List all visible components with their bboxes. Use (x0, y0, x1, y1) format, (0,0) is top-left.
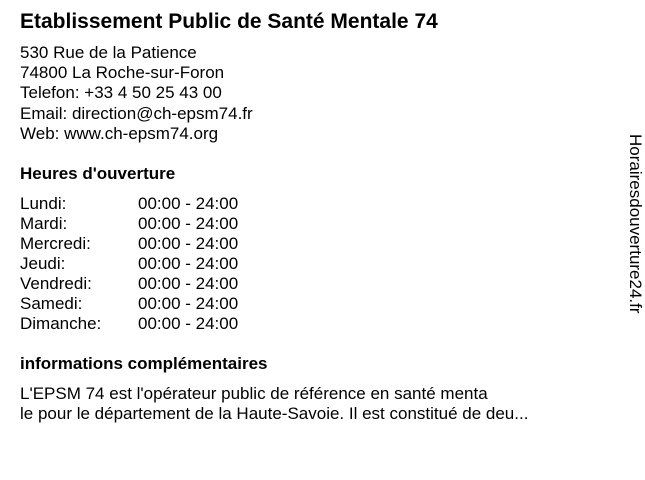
brand-watermark[interactable]: Horairesdouverture24.fr (626, 134, 645, 314)
website-link[interactable]: Web: www.ch-epsm74.org (20, 123, 219, 143)
hours-heading: Heures d'ouverture (20, 164, 176, 183)
address-block (20, 43, 253, 144)
time-range: 00:00 - 24:00 (138, 214, 239, 233)
time-range: 00:00 - 24:00 (138, 274, 239, 293)
info-line-2: le pour le département de la Haute-Savoie. Il est constitué de deu... (20, 404, 529, 423)
day-label: Mercredi: (20, 234, 91, 253)
day-label: Mardi: (20, 214, 68, 233)
day-label: Vendredi: (20, 274, 92, 293)
info-line-1: L'EPSM 74 est l'opérateur public de référence en santé menta (20, 384, 488, 403)
day-label: Samedi: (20, 294, 83, 313)
page-title: Etablissement Public de Santé Mentale 74 (20, 10, 438, 33)
email-address[interactable]: Email: direction@ch-epsm74.fr (20, 103, 253, 123)
time-range: 00:00 - 24:00 (138, 194, 239, 213)
day-label: Lundi: (20, 194, 67, 213)
hours-row-wednesday (20, 234, 238, 254)
time-range: 00:00 - 24:00 (138, 314, 239, 333)
info-text (20, 384, 620, 424)
hours-row-saturday (20, 294, 238, 314)
time-range: 00:00 - 24:00 (138, 254, 239, 273)
hours-row-tuesday (20, 214, 238, 234)
hours-row-sunday (20, 314, 238, 334)
time-range: 00:00 - 24:00 (138, 234, 239, 253)
day-label: Dimanche: (20, 314, 102, 333)
info-heading: informations complémentaires (20, 354, 268, 373)
city-address: 74800 La Roche-sur-Foron (20, 63, 225, 83)
hours-row-monday (20, 194, 238, 214)
hours-table (20, 194, 238, 334)
hours-row-thursday (20, 254, 238, 274)
hours-row-friday (20, 274, 238, 294)
street-address: 530 Rue de la Patience (20, 43, 197, 62)
day-label: Jeudi: (20, 254, 66, 273)
phone-number[interactable]: Telefon: +33 4 50 25 43 00 (20, 83, 222, 103)
time-range: 00:00 - 24:00 (138, 294, 239, 313)
